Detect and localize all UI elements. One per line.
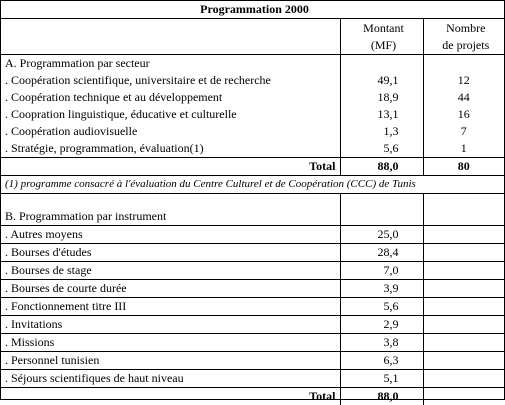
row-montant: 3,9 <box>340 280 423 298</box>
section-b-heading: B. Programmation par instrument <box>1 208 340 226</box>
header-projets-line1: Nombre <box>428 20 505 37</box>
total-label: Total <box>1 158 340 176</box>
row-projets: 7 <box>423 123 504 140</box>
header-montant-line1: Montant <box>345 20 423 37</box>
row-montant: 1,3 <box>340 123 423 140</box>
header-projets-line2: de projets <box>428 37 505 54</box>
header-montant <box>340 19 423 55</box>
total-projets: 80 <box>423 158 504 176</box>
row-montant: 5,6 <box>340 140 423 158</box>
table-row <box>1 298 504 316</box>
header-empty <box>1 19 340 55</box>
table-row <box>1 316 504 334</box>
row-montant: 7,0 <box>340 262 423 280</box>
row-montant: 5,6 <box>340 298 423 316</box>
section-b-heading-row <box>1 208 504 226</box>
table-row <box>1 226 504 244</box>
row-projets: 16 <box>423 106 504 123</box>
row-label: . Coopération audiovisuelle <box>1 123 340 140</box>
footnote: (1) programme consacré à l'évaluation du Centre Culturel et de Coopération (CCC) de Tunis <box>1 176 504 194</box>
row-label: . Bourses de stage <box>1 262 340 280</box>
table-title: Programmation 2000 <box>1 1 504 19</box>
row-montant: 2,9 <box>340 316 423 334</box>
table-row <box>1 280 504 298</box>
table-row <box>1 334 504 352</box>
header-row <box>1 19 504 55</box>
table-row <box>1 72 504 89</box>
row-montant: 6,3 <box>340 352 423 370</box>
table-row <box>1 140 504 158</box>
table-row <box>1 106 504 123</box>
header-projets <box>423 19 504 55</box>
row-montant: 13,1 <box>340 106 423 123</box>
section-a-heading: A. Programmation par secteur <box>1 55 340 73</box>
row-projets: 12 <box>423 72 504 89</box>
row-montant: 5,1 <box>340 370 423 388</box>
section-a-heading-row <box>1 55 504 73</box>
row-label: . Bourses de courte durée <box>1 280 340 298</box>
row-label: . Invitations <box>1 316 340 334</box>
row-label: . Coopration linguistique, éducative et culturelle <box>1 106 340 123</box>
row-montant: 3,8 <box>340 334 423 352</box>
row-label: . Séjours scientifiques de haut niveau <box>1 370 340 388</box>
table-row <box>1 244 504 262</box>
row-label: . Personnel tunisien <box>1 352 340 370</box>
table-row <box>1 352 504 370</box>
table-row <box>1 370 504 388</box>
row-montant: 18,9 <box>340 89 423 106</box>
table-row <box>1 262 504 280</box>
row-projets: 1 <box>423 140 504 158</box>
row-label: . Stratégie, programmation, évaluation(1) <box>1 140 340 158</box>
row-label: . Autres moyens <box>1 226 340 244</box>
row-label: . Coopération scientifique, universitaire et de recherche <box>1 72 340 89</box>
row-montant: 25,0 <box>340 226 423 244</box>
row-projets: 44 <box>423 89 504 106</box>
table-row <box>1 123 504 140</box>
section-a-total-row <box>1 158 504 176</box>
total-montant: 88,0 <box>340 158 423 176</box>
row-label: . Coopération technique et au développement <box>1 89 340 106</box>
total-label: Total <box>1 388 340 405</box>
row-montant: 28,4 <box>340 244 423 262</box>
footnote-row <box>1 176 504 194</box>
section-b-total-row <box>1 388 504 405</box>
row-label: . Bourses d'études <box>1 244 340 262</box>
row-label: . Missions <box>1 334 340 352</box>
row-montant: 49,1 <box>340 72 423 89</box>
row-label: . Fonctionnement titre III <box>1 298 340 316</box>
table-row <box>1 89 504 106</box>
title-row <box>1 1 504 19</box>
spacer-row <box>1 194 504 209</box>
data-table <box>1 1 504 405</box>
total-montant: 88,0 <box>340 388 423 405</box>
header-montant-line2: (MF) <box>345 37 423 54</box>
